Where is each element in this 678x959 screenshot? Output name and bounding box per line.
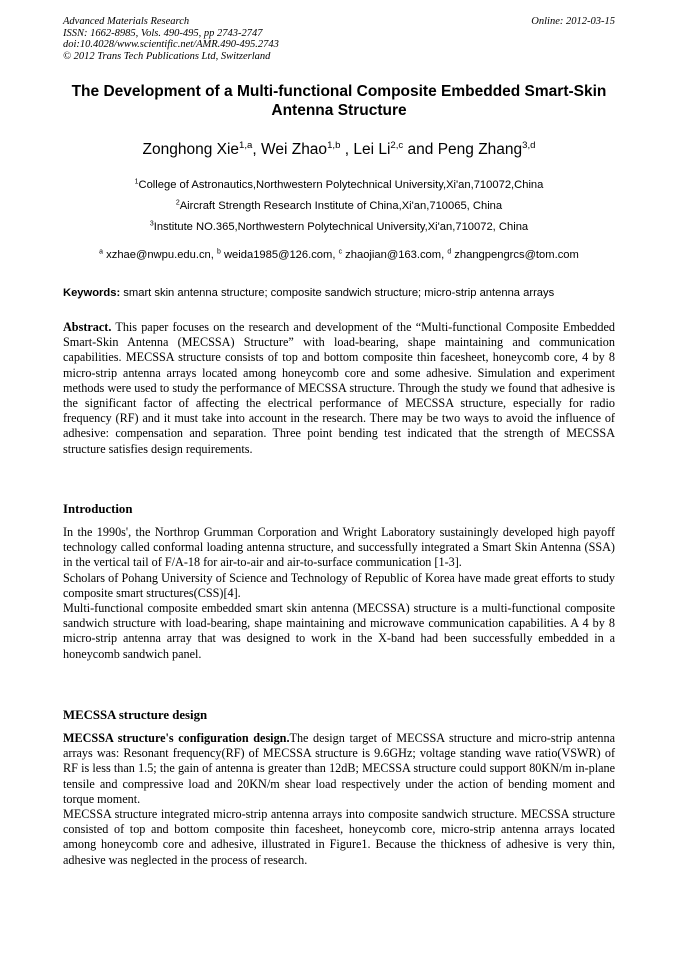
design-paragraph-1: The design target of MECSSA structure and micro-strip antenna arrays was: Resonant frequency(RF) of MECSSA structure is 9.6GHz; voltage standing wave ratio(VSWR) of RF is less than 1.5; the gain of antenna is greater than 12dB; MECSSA structure could support 80KN/m in-plane tensile and compressive load and 20KN/m shear load respectively under the action of bending moment and torque moment. <box>63 731 616 806</box>
email-mark: d <box>447 248 452 256</box>
affiliation-mark: 1 <box>134 178 139 186</box>
design-heading: MECSSA structure design <box>63 708 208 722</box>
keywords <box>63 286 615 300</box>
copyright-line: © 2012 Trans Tech Publications Ltd, Switzerland <box>63 50 271 62</box>
author-name: Wei Zhao <box>261 141 328 158</box>
author-affiliation-mark: 2,c <box>390 139 404 151</box>
author-separator: and <box>403 141 438 158</box>
author-affiliation-mark: 1,b <box>327 139 341 151</box>
journal-name: Advanced Materials Research <box>63 16 190 27</box>
affiliation-text: Institute NO.365,Northwestern Polytechnical University,Xi'an,710072, China <box>153 221 529 233</box>
email-address[interactable]: xzhae@nwpu.edu.cn, <box>106 249 217 261</box>
author-list <box>63 140 615 160</box>
author-affiliation-mark: 1,a <box>239 139 253 151</box>
author-name: Zonghong Xie <box>142 141 240 158</box>
design-paragraph-2: MECSSA structure integrated micro-strip antenna arrays into composite sandwich structure. MECSSA structure consisted of top and bottom composite thin facesheet, honeycomb core, micro-strip antenna arrays located among honeycomb core and adhesive, illustrated in Figure1. Because the thickness of adhesive is very thin, adhesive was neglected in the process of research. <box>63 807 615 867</box>
keywords-text: smart skin antenna structure; composite sandwich structure; micro-strip antenna arrays <box>120 287 555 299</box>
email-address[interactable]: zhaojian@163.com, <box>345 249 448 261</box>
introduction-heading: Introduction <box>63 502 133 516</box>
author-name: Lei Li <box>353 141 391 158</box>
design-body <box>63 731 615 868</box>
doi-line: doi:10.4028/www.scientific.net/AMR.490-495.2743 <box>63 39 279 50</box>
keywords-label: Keywords: <box>63 287 121 299</box>
author-affiliation-mark: 3,d <box>522 139 536 151</box>
abstract-label: Abstract. <box>63 320 112 334</box>
issn-line: ISSN: 1662-8985, Vols. 490-495, pp 2743-2747 <box>63 27 263 39</box>
email-mark: b <box>217 248 221 256</box>
email-mark: a <box>99 248 104 256</box>
paper-title <box>63 82 615 120</box>
affiliation-1 <box>63 178 615 192</box>
abstract-text: This paper focuses on the research and development of the “Multi-functional Composite Embedded Smart-Skin Antenna (MECSSA) Structure” with load-bearing, shape maintaining and communication capabilities. MECSSA structure consists of top and bottom composite thin facesheet, honeycomb core, 4 by 8 micro-strip antenna arrays located among honeycomb core and some adhesive. Simulation and experiment methods were used to study the performance of MECSSA structure. Through the study we found that adhesive is the significant factor of affecting the electrical performance of MECSSA structure, especially for radio frequency (RF) and it must take into account in the research. There may be two ways to avoid the influence of adhesive: compensation and separation. Three point bending test indicated that the strength of MECSSA structure satisfies design requirements. <box>63 320 615 456</box>
introduction-body <box>63 525 615 662</box>
affiliation-mark: 3 <box>149 220 154 228</box>
email-mark: c <box>338 248 343 256</box>
affiliation-text: Aircraft Strength Research Institute of China,Xi'an,710065, China <box>179 200 503 212</box>
email-address[interactable]: zhangpengrcs@tom.com <box>454 249 579 261</box>
intro-paragraph-3: Multi-functional composite embedded smart skin antenna (MECSSA) structure is a multi-functional composite sandwich structure with load-bearing, shape maintaining and microwave communication capabilities. A 4 by 8 micro-strip antenna array that was designed to work in the X-band had been successfully embedded in a honeycomb sandwich panel. <box>63 601 615 661</box>
affiliation-mark: 2 <box>175 199 180 207</box>
config-design-label: MECSSA structure's configuration design. <box>63 731 290 745</box>
email-list <box>63 248 615 262</box>
title-line-2: Antenna Structure <box>271 102 407 119</box>
email-address[interactable]: weida1985@126.com, <box>223 249 339 261</box>
intro-paragraph-1: In the 1990s', the Northrop Grumman Corporation and Wright Laboratory sustainingly developed high payoff technology called conformal loading antenna structure, and successfully integrated a Smart Skin Antenna (SSA) in the vertical tail of F/A-18 for air-to-air and air-to-surface communication [1-3]. <box>63 525 615 570</box>
author-separator: , <box>340 141 354 158</box>
online-date: Online: 2012-03-15 <box>531 16 615 27</box>
intro-paragraph-2: Scholars of Pohang University of Science and Technology of Republic of Korea have made great efforts to study composite smart structures(CSS)[4]. <box>63 570 615 600</box>
author-separator: , <box>252 141 261 158</box>
affiliation-2 <box>63 199 615 213</box>
journal-header <box>63 16 615 62</box>
author-name: Peng Zhang <box>437 141 523 158</box>
abstract <box>63 320 615 457</box>
affiliation-3 <box>63 220 615 234</box>
title-line-1: The Development of a Multi-functional Composite Embedded Smart-Skin <box>71 83 607 100</box>
affiliation-text: College of Astronautics,Northwestern Polytechnical University,Xi'an,710072,China <box>138 179 544 191</box>
